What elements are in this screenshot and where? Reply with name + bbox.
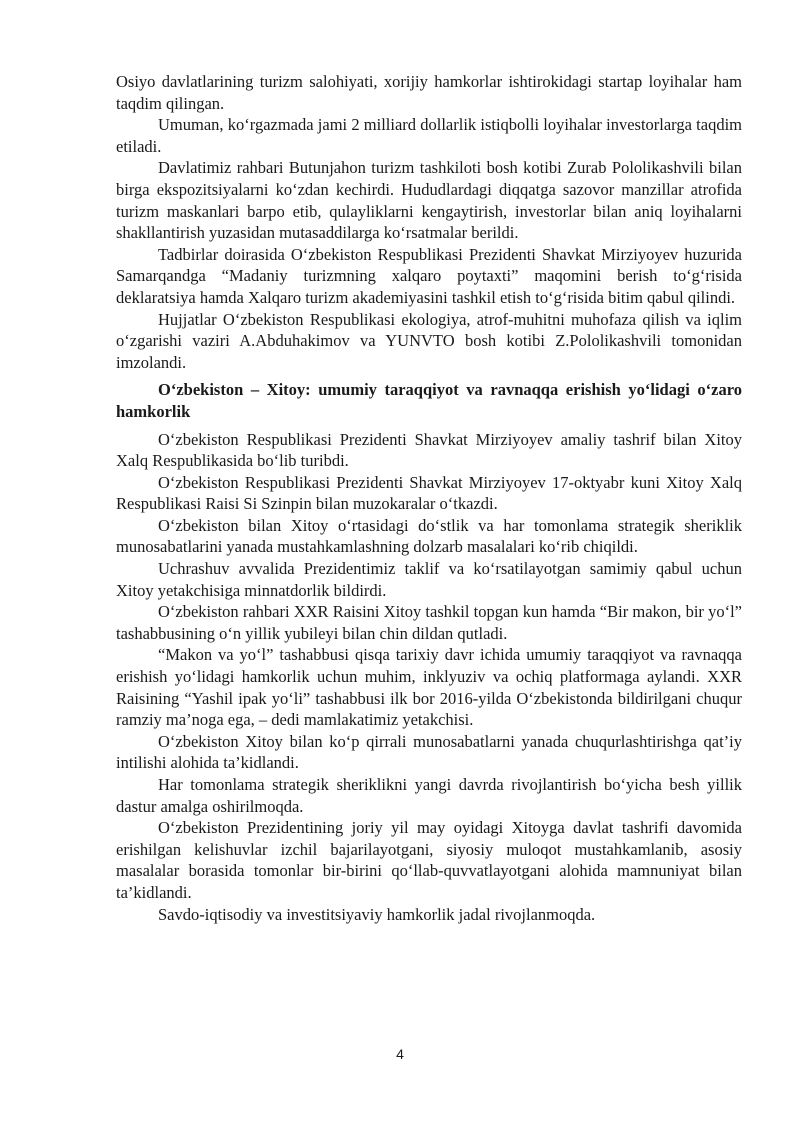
section-heading: O‘zbekiston – Xitoy: umumiy taraqqiyot va ravnaqqa erishish yo‘lidagi o‘zaro hamkorlik	[116, 380, 742, 421]
paragraph: “Makon va yo‘l” tashabbusi qisqa tarixiy davr ichida umumiy taraqqiyot va ravnaqqa erishish yo‘lidagi hamkorlik uchun muhim, inklyuziv va ochiq platformaga aylandi. XXR Raisining “Yashil ipak yo‘li” tashabbusi ilk bor 2016-yilda O‘zbekistonda bildirilgani chuqur ramziy ma’noga ega, – dedi mamlakatimiz yetakchisi.	[116, 645, 742, 730]
paragraph: O‘zbekiston rahbari XXR Raisini Xitoy tashkil topgan kun hamda “Bir makon, bir yo‘l” tashabbusining o‘n yillik yubileyi bilan chin dildan qutladi.	[116, 602, 742, 643]
paragraph: O‘zbekiston bilan Xitoy o‘rtasidagi do‘stlik va har tomonlama strategik sheriklik munosabatlarini yanada mustahkamlashning dolzarb masalalari ko‘rib chiqildi.	[116, 515, 742, 557]
paragraph: Uchrashuv avvalida Prezidentimiz taklif va ko‘rsatilayotgan samimiy qabul uchun Xitoy yetakchisiga minnatdorlik bildirdi.	[116, 559, 742, 600]
document-page	[116, 71, 742, 925]
paragraph: Umuman, ko‘rgazmada jami 2 milliard dollarlik istiqbolli loyihalar investorlarga taqdim etiladi.	[116, 115, 742, 156]
paragraph: Savdo-iqtisodiy va investitsiyaviy hamkorlik jadal rivojlanmoqda.	[158, 904, 596, 924]
paragraph: O‘zbekiston Respublikasi Prezidenti Shavkat Mirziyoyev amaliy tashrif bilan Xitoy Xalq Respublikasida bo‘lib turibdi.	[116, 429, 742, 471]
paragraph: O‘zbekiston Respublikasi Prezidenti Shavkat Mirziyoyev 17-oktyabr kuni Xitoy Xalq Respublikasi Raisi Si Szinpin bilan muzokaralar o‘tkazdi.	[116, 472, 742, 514]
paragraph: Tadbirlar doirasida O‘zbekiston Respublikasi Prezidenti Shavkat Mirziyoyev huzurida Samarqandga “Madaniy turizmning xalqaro poytaxti” maqomini berish to‘g‘risida deklaratsiya hamda Xalqaro turizm akademiyasini tashkil etish to‘g‘risida bitim qabul qilindi.	[116, 244, 742, 307]
paragraph: Har tomonlama strategik sheriklikni yangi davrda rivojlantirish bo‘yicha besh yillik dastur amalga oshirilmoqda.	[116, 775, 742, 816]
paragraph: Hujjatlar O‘zbekiston Respublikasi ekologiya, atrof-muhitni muhofaza qilish va iqlim o‘zgarishi vaziri A.Abduhakimov va YUNVTO bosh kotibi Z.Pololikashvili tomonidan imzolandi.	[116, 309, 742, 372]
paragraph: O‘zbekiston Xitoy bilan ko‘p qirrali munosabatlarni yanada chuqurlashtirishga qat’iy intilishi alohida ta’kidlandi.	[116, 731, 742, 773]
paragraph: Osiyo davlatlarining turizm salohiyati, xorijiy hamkorlar ishtirokidagi startap loyihalar ham taqdim qilingan.	[116, 72, 742, 113]
page-number: 4	[396, 1046, 404, 1062]
paragraph: O‘zbekiston Prezidentining joriy yil may oyidagi Xitoyga davlat tashrifi davomida erishilgan kelishuvlar izchil bajarilayotgani, siyosiy muloqot mustahkamlanib, asosiy masalalar borasida tomonlar bir-birini qo‘llab-quvvatlayotgani alohida mamnuniyat bilan ta’kidlandi.	[116, 818, 742, 902]
paragraph: Davlatimiz rahbari Butunjahon turizm tashkiloti bosh kotibi Zurab Pololikashvili bilan birga ekspozitsiyalarni ko‘zdan kechirdi. Hududlardagi diqqatga sazovor manzillar atrofida turizm maskanlari barpo etib, qulayliklarni kengaytirish, investorlar bilan aniq loyihalarni shakllantirish yuzasidan mutasaddilarga ko‘rsatmalar berildi.	[116, 158, 742, 243]
